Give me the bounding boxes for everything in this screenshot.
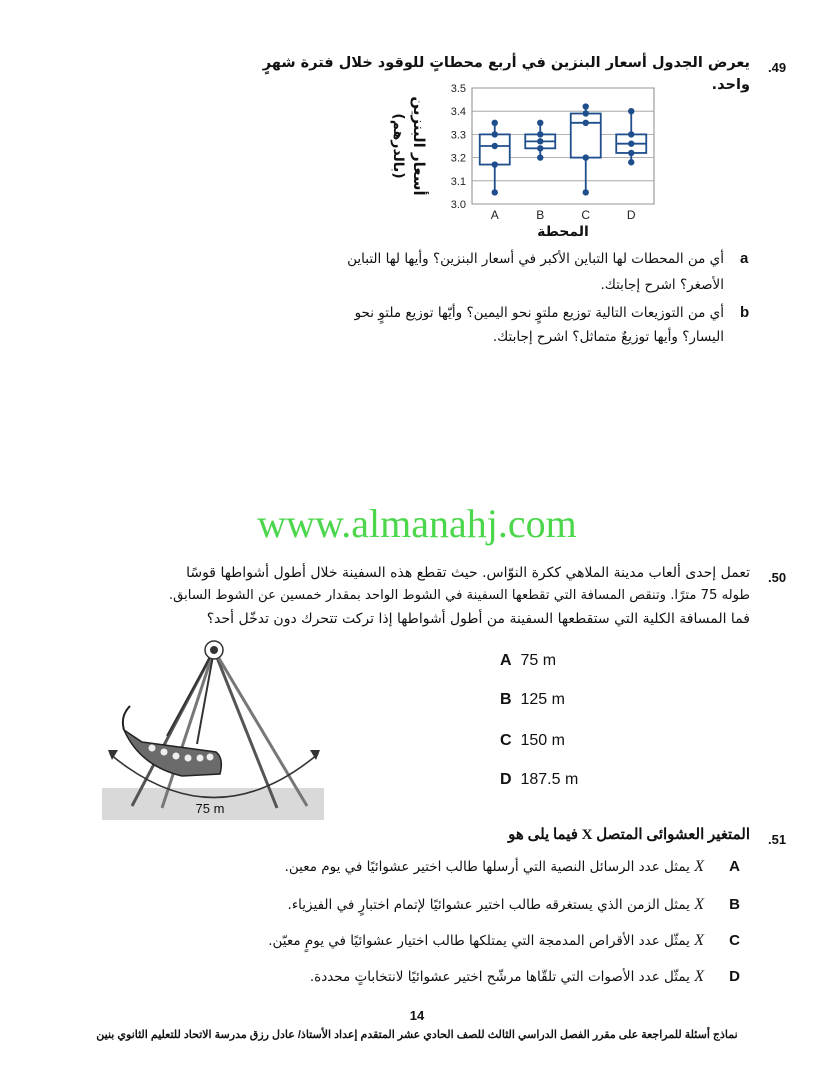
data-point: [583, 189, 589, 195]
question-51-title: المتغير العشوائى المتصل X فيما يلى هو: [508, 827, 750, 843]
q50-choice-c[interactable]: [500, 732, 565, 750]
data-point: [537, 138, 543, 144]
data-point: [492, 189, 498, 195]
y-axis-label-line1: أسعار البنزين: [410, 96, 428, 196]
x-tick-label: C: [581, 208, 591, 222]
boxes: [480, 103, 647, 195]
data-point: [583, 154, 589, 160]
gas-price-boxplot: [372, 78, 672, 238]
box-B: [525, 120, 555, 161]
q51-choice-c-letter: C: [729, 932, 740, 949]
q51-choice-c[interactable]: [210, 932, 740, 954]
y-ticks: [451, 83, 466, 211]
q50-choice-d-text: 187.5 m: [520, 771, 579, 788]
y-tick-label: 3.4: [450, 106, 466, 119]
part-b-line2: اليسار؟ وأيها توزيعٌ متماثل؟ اشرح إجابتك.: [492, 329, 724, 345]
q51-choice-b-letter: B: [729, 896, 740, 913]
y-axis-label: [390, 96, 429, 195]
q50-choice-b-letter: B: [500, 691, 512, 708]
data-point: [492, 120, 498, 126]
y-tick-label: 3.5: [450, 83, 466, 95]
q51-choice-a-text: X يمثل عدد الرسائل النصية التي أرسلها طالب اختير عشوائيًا في يوم معين.: [284, 858, 704, 875]
data-point: [583, 110, 589, 116]
question-49-number: .49: [768, 60, 787, 75]
data-point: [492, 131, 498, 137]
page-footer: نماذج أسئلة للمراجعة على مقرر الفصل الدراسي الثالث للصف الحادي عشر المتقدم إعداد الأستاذ/ عادل رزق مدرسة الاتحاد للتعليم الثانوي بنين: [96, 1029, 738, 1041]
data-point: [492, 161, 498, 167]
arc-length-label: 75 m: [195, 801, 225, 816]
q50-choice-d[interactable]: [500, 771, 578, 789]
q50-choice-a-letter: A: [500, 652, 512, 669]
q51-choice-b[interactable]: [210, 896, 740, 918]
q51-choice-a[interactable]: [210, 858, 740, 880]
part-b-letter: b: [740, 304, 750, 321]
question-50-line2: طوله 75 مترًا. وتنقص المسافة التي تقطعها السفينة في الشوط الواحد بمقدار خمسين عن الشوط السابق.: [168, 588, 750, 603]
page-number: 14: [409, 1008, 425, 1023]
x-tick-label: A: [490, 208, 499, 222]
q50-choice-b[interactable]: [500, 691, 565, 709]
data-point: [537, 154, 543, 160]
box-A: [480, 120, 510, 196]
data-point: [628, 140, 634, 146]
y-tick-label: 3.1: [450, 175, 466, 188]
q50-choice-c-text: 150 m: [520, 732, 565, 749]
part-a-line2: الأصغر؟ اشرح إجابتك.: [600, 277, 724, 293]
data-point: [583, 103, 589, 109]
y-tick-label: 3.3: [450, 129, 466, 142]
part-b-line1: أي من التوزيعات التالية توزيع ملتوٍ نحو اليمين؟ وأيّها توزيع ملتوٍ نحو: [354, 305, 724, 321]
y-tick-label: 3.0: [450, 199, 466, 211]
box-D: [616, 108, 646, 165]
data-point: [628, 108, 634, 114]
q51-choice-d[interactable]: [210, 968, 740, 990]
data-point: [583, 120, 589, 126]
q51-choice-d-letter: D: [729, 968, 740, 985]
q50-choice-b-text: 125 m: [520, 691, 565, 708]
q51-choice-b-text: X يمثل الزمن الذي يستغرقه طالب اختير عشوائيًا لإتمام اختبارٍ في الفيزياء.: [287, 896, 704, 913]
x-axis-label: المحطة: [537, 224, 589, 238]
q50-choice-c-letter: C: [500, 732, 512, 749]
part-a-line1: أي من المحطات لها التباين الأكبر في أسعار البنزين؟ وأيها لها التباين: [347, 251, 724, 267]
x-tick-label: B: [536, 208, 545, 222]
box-iqr: [480, 134, 510, 164]
y-tick-label: 3.2: [450, 152, 466, 165]
question-50-line1: تعمل إحدى ألعاب مدينة الملاهي ككرة النوّاس. حيث تقطع هذه السفينة خلال أطول أشواطها قوسًا: [186, 565, 750, 581]
x-ticks: [491, 208, 636, 222]
data-point: [537, 120, 543, 126]
pirate-ship-ride-illustration: [102, 636, 324, 826]
q51-choice-d-text: X يمثّل عدد الأصوات التي تلقّاها مرشّح اختير عشوائيًا لانتخاباتٍ محددة.: [309, 968, 704, 985]
data-point: [537, 131, 543, 137]
data-point: [628, 150, 634, 156]
question-49-text: يعرض الجدول أسعار البنزين في أربع محطاتٍ للوقود خلال فترة شهرٍ واحد.: [262, 55, 750, 93]
data-point: [628, 159, 634, 165]
q51-choice-c-text: X يمثّل عدد الأقراص المدمجة التي يمتلكها طالب اختيار عشوائيًا في يومٍ معيّن.: [268, 932, 704, 949]
q50-choice-a-text: 75 m: [520, 652, 557, 669]
x-tick-label: D: [626, 208, 636, 222]
watermark: www.almanahj.com: [257, 501, 577, 546]
data-point: [492, 143, 498, 149]
data-point: [537, 145, 543, 151]
question-51-number: .51: [768, 832, 787, 847]
part-a-letter: a: [740, 250, 749, 267]
box-C: [571, 103, 601, 195]
data-point: [628, 131, 634, 137]
q50-choice-d-letter: D: [500, 771, 512, 788]
question-50-number: .50: [768, 570, 787, 585]
q51-choice-a-letter: A: [729, 858, 740, 875]
y-axis-label-line2: (بالدرهم): [390, 113, 406, 179]
q50-choice-a[interactable]: [500, 652, 556, 670]
question-50-line3: فما المسافة الكلية التي ستقطعها السفينة من أطول أشواطها إذا تركت تتحرك دون تدخّل أحد؟: [206, 611, 750, 627]
